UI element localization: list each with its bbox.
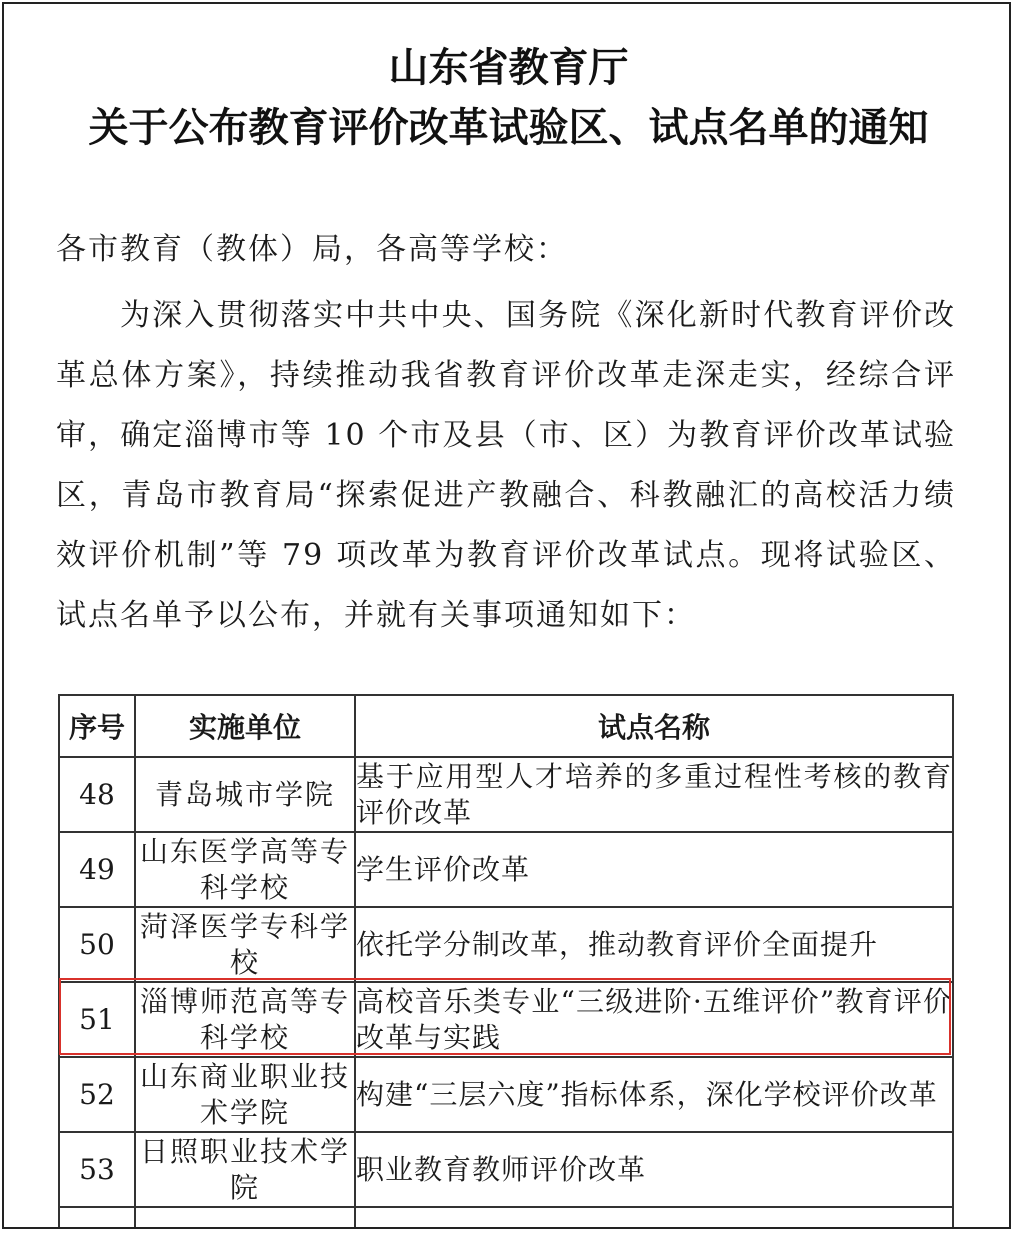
- body-paragraph: 为深入贯彻落实中共中央、国务院《深化新时代教育评价改革总体方案》，持续推动我省教育评价改革走深走实，经综合评审，确定淄博市等 10 个市及县（市、区）为教育评价改革试验区，青岛市教育局“探索促进产教融合、科教融汇的高校活力绩效评价机制”等 79 项改革为教育评价改革试点。现将试验区、试点名单予以公布，并就有关事项通知如下：: [56, 298, 956, 633]
- row-pilot-name: 高校音乐类专业“三级进阶·五维评价”教育评价改革与实践: [355, 982, 953, 1057]
- header-pilot-name: 试点名称: [355, 695, 953, 757]
- salutation: 各市教育（教体）局，各高等学校：: [56, 232, 568, 267]
- row-pilot-name: 构建“三层六度”指标体系，深化学校评价改革: [355, 1057, 953, 1132]
- row-pilot-name: 职业教育教师评价改革: [355, 1132, 953, 1207]
- row-serial-number: 52: [59, 1057, 135, 1132]
- document-title-subject: 关于公布教育评价改革试验区、试点名单的通知: [88, 105, 929, 151]
- row-serial-number: 48: [59, 757, 135, 832]
- row-pilot-name: 基于应用型人才培养的多重过程性考核的教育评价改革: [355, 757, 953, 832]
- row-pilot-name: 依托学分制改革，推动教育评价全面提升: [355, 907, 953, 982]
- row-serial-number: 53: [59, 1132, 135, 1207]
- table-row: [59, 757, 953, 832]
- header-serial-number: 序号: [59, 695, 135, 757]
- table-row: [59, 832, 953, 907]
- row-implementing-unit: 山东医学高等专科学校: [135, 832, 355, 907]
- row-serial-number: 51: [59, 982, 135, 1057]
- pilot-table: [58, 694, 954, 1229]
- document-title-agency: 山东省教育厅: [388, 45, 629, 91]
- row-implementing-unit: 山东商业职业技术学院: [135, 1057, 355, 1132]
- row-implementing-unit: 青岛城市学院: [135, 757, 355, 832]
- row-implementing-unit: 淄博师范高等专科学校: [135, 982, 355, 1057]
- row-implementing-unit: 菏泽医学专科学校: [135, 907, 355, 982]
- document-frame: [2, 2, 1011, 1229]
- table-row-highlighted: [59, 982, 953, 1057]
- row-serial-number: 49: [59, 832, 135, 907]
- table-row: [59, 1057, 953, 1132]
- table-header-row: [59, 695, 953, 757]
- row-serial-number: 50: [59, 907, 135, 982]
- row-pilot-name: 学生评价改革: [355, 832, 953, 907]
- row-implementing-unit: 日照职业技术学院: [135, 1132, 355, 1207]
- table-row: [59, 1132, 953, 1207]
- header-implementing-unit: 实施单位: [135, 695, 355, 757]
- table-row: [59, 907, 953, 982]
- table-row-cut-off: [59, 1207, 953, 1229]
